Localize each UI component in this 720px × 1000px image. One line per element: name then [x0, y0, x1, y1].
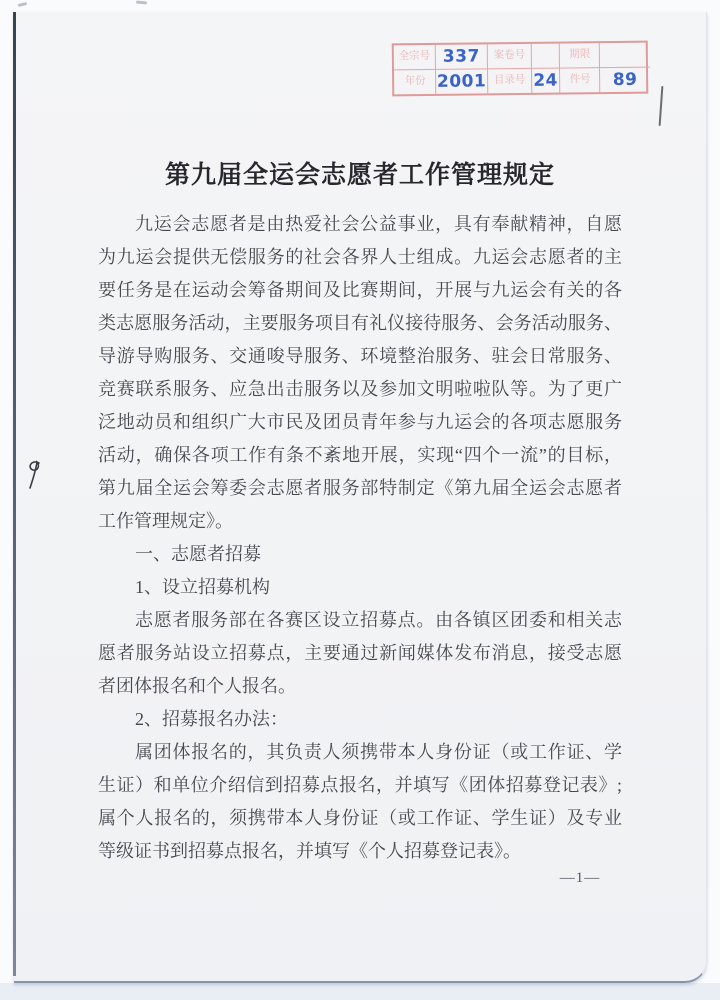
stamp-cell-value: [532, 68, 560, 93]
stamp-label: 年份: [404, 75, 426, 88]
body-line: 第九届全运会筹委会志愿者服务部特制定《第九届全运会志愿者: [98, 478, 622, 498]
stamp-label: 目录号: [493, 74, 526, 87]
body-line: 志愿者服务部在各赛区设立招募点。由各镇区团委和相关志: [135, 610, 622, 630]
body-line: 生证）和单位介绍信到招募点报名，并填写《团体招募登记表》;: [98, 775, 622, 795]
page-title: 第九届全运会志愿者工作管理规定: [164, 161, 555, 189]
stamp-value: 89: [612, 69, 638, 90]
body-line: 竞赛联系服务、应急出击服务以及参加文明啦啦队等。为了更广: [98, 379, 622, 399]
body-line: 导游导购服务、交通唆导服务、环境整治服务、驻会日常服务、: [98, 346, 622, 366]
stamp-label: 案卷号: [493, 49, 526, 62]
stamp-cell-value: [436, 69, 488, 94]
stamp-cell-label: [394, 69, 436, 94]
page-number: —1—: [559, 870, 601, 886]
body-line: 类志愿服务活动，主要服务项目有礼仪接待服务、会务活动服务、: [98, 313, 622, 333]
body-line: 愿者服务站设立招募点，主要通过新闻媒体发布消息，接受志愿: [98, 643, 622, 663]
document-body: [98, 208, 622, 868]
stamp-cell-label: [488, 44, 532, 69]
scan-speck: [136, 0, 147, 4]
scan-background-strip: [0, 983, 720, 1000]
body-line: 属团体报名的，其负责人须携带本人身份证（或工作证、学: [135, 742, 622, 762]
stamp-cell-value: [600, 43, 650, 68]
stamp-label: 期限: [568, 48, 590, 61]
body-line: 为九运会提供无偿服务的社会各界人士组成。九运会志愿者的主: [98, 247, 622, 267]
body-line: 活动，确保各项工作有条不紊地开展，实现“四个一流”的目标，: [98, 445, 622, 465]
stamp-value: 337: [442, 46, 480, 67]
stamp-cell-label: [560, 68, 600, 93]
stamp-value: 24: [533, 70, 559, 91]
body-line: 者团体报名和个人报名。: [98, 676, 296, 696]
pen-mark-squiggle: [24, 458, 46, 492]
stamp-cell-value: [436, 44, 488, 69]
body-line: 属个人报名的，须携带本人身份证（或工作证、学生证）及专业: [98, 808, 622, 828]
stamp-cell-value: [532, 44, 560, 69]
body-line: 工作管理规定》。: [98, 511, 233, 531]
body-line: 等级证书到招募点报名，并填写《个人招募登记表》。: [98, 841, 521, 861]
stamp-cell-value: [600, 67, 650, 92]
stamp-label: 全宗号: [398, 50, 431, 63]
stamp-label: 件号: [569, 73, 591, 86]
body-line: 九运会志愿者是由热爱社会公益事业，具有奉献精神，自愿: [135, 214, 622, 234]
body-line: 要任务是在运动会筹备期间及比赛期间，开展与九运会有关的各: [98, 280, 622, 300]
body-line: 2、招募报名办法：: [135, 709, 288, 729]
stamp-cell-label: [488, 68, 532, 93]
stamp-cell-label: [560, 43, 600, 68]
stamp-cell-label: [394, 45, 436, 70]
scan-speck: [18, 2, 27, 7]
archive-stamp: [392, 41, 649, 97]
body-line: 泛地动员和组织广大市民及团员青年参与九运会的各项志愿服务: [98, 412, 622, 432]
body-line: 1、设立招募机构: [135, 577, 270, 597]
body-line: 一、志愿者招募: [135, 544, 261, 564]
stamp-value: 2001: [436, 71, 487, 92]
